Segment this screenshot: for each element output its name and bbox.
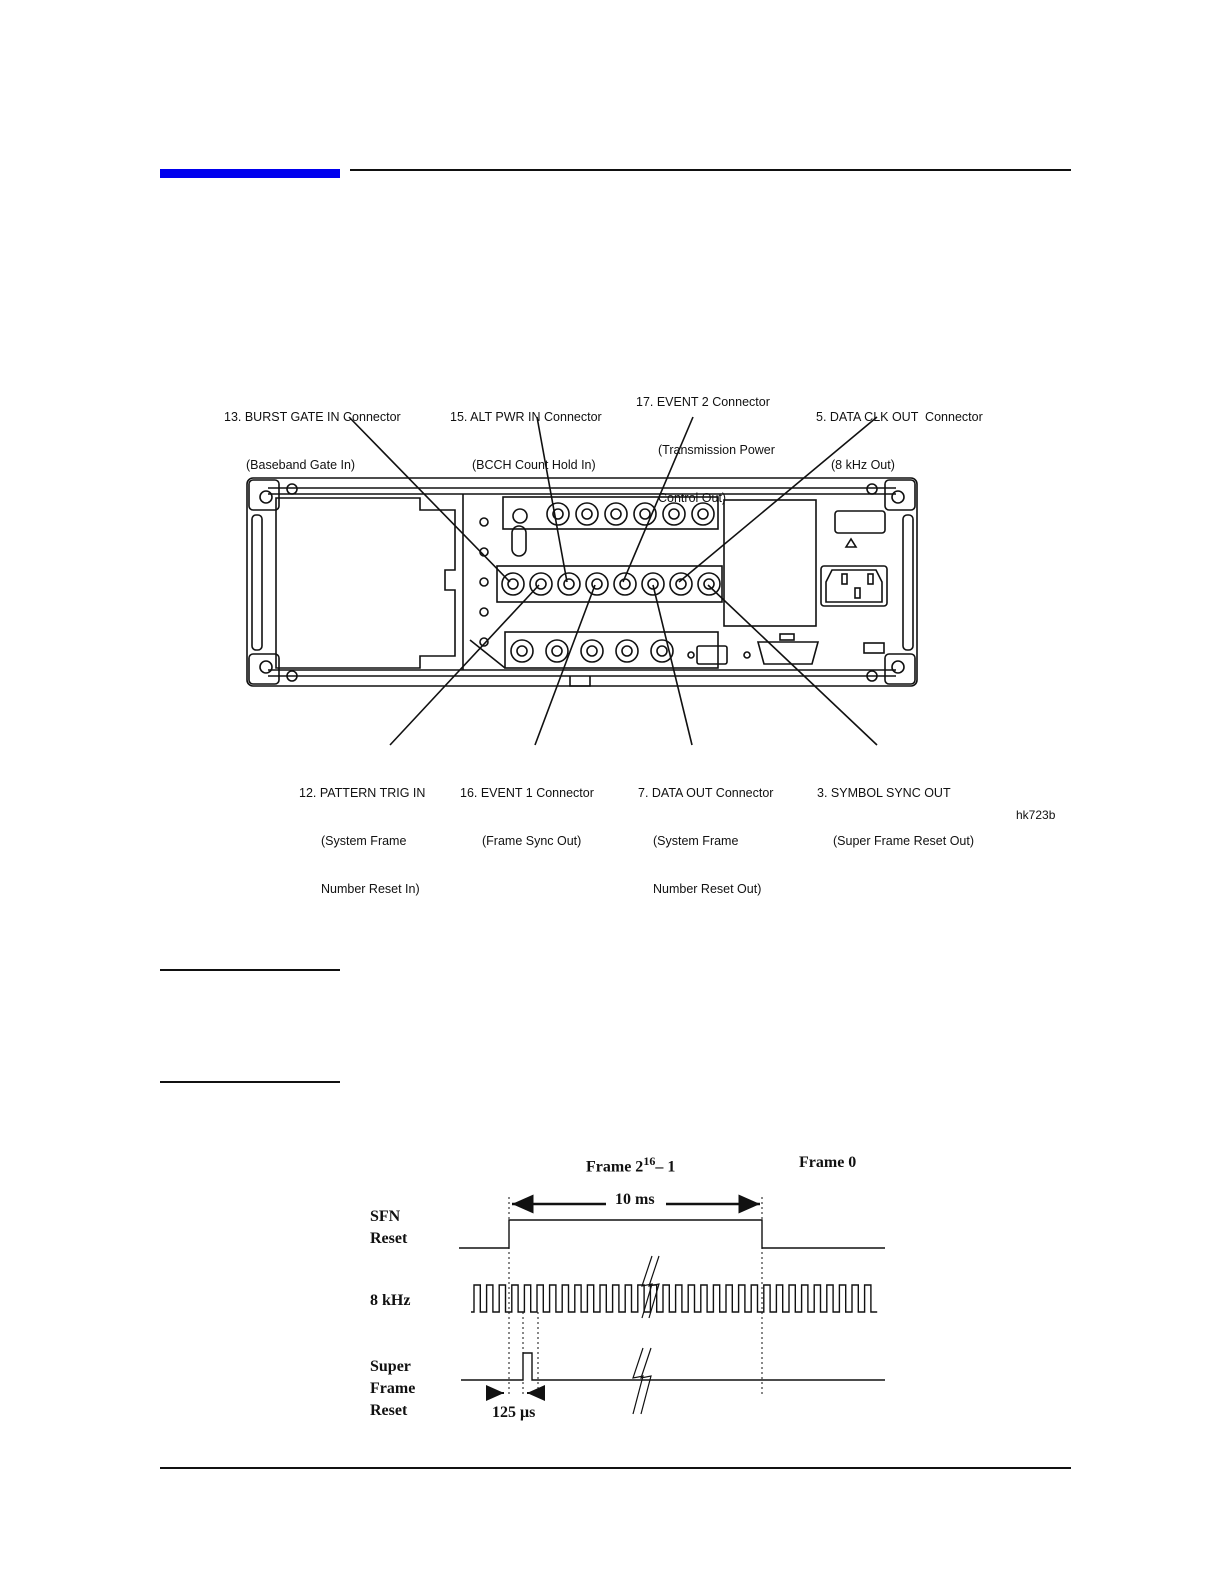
duration-label: 10 ms [615, 1191, 655, 1208]
callout-subtitle: Control Out) [658, 491, 727, 505]
callout-subtitle: (System Frame [653, 834, 739, 848]
sfr-label-line: Reset [370, 1402, 408, 1419]
callout-subtitle: Number Reset Out) [653, 882, 762, 896]
callout-subtitle: (System Frame [321, 834, 407, 848]
callout-title: 16. EVENT 1 Connector [460, 786, 594, 800]
callout-title: 17. EVENT 2 Connector [636, 395, 770, 409]
callout-title: 5. DATA CLK OUT Connector [816, 410, 983, 424]
clock-label: 8 kHz [370, 1292, 411, 1309]
callout-title: 15. ALT PWR IN Connector [450, 410, 602, 424]
frame-zero-label: Frame 0 [799, 1154, 857, 1171]
callout-title: 3. SYMBOL SYNC OUT [817, 786, 951, 800]
sfn-label-line: Reset [370, 1230, 408, 1247]
frame-last-exponent: 16 [643, 1154, 656, 1168]
callout-subtitle: (BCCH Count Hold In) [472, 458, 596, 472]
frame-last-suffix: – 1 [655, 1158, 676, 1176]
callout-subtitle: (8 kHz Out) [831, 458, 895, 472]
clock-waveform [471, 1285, 877, 1312]
callout-subtitle: (Baseband Gate In) [246, 458, 356, 472]
sfn-label-line: SFN [370, 1208, 401, 1225]
callout-subtitle: (Frame Sync Out) [482, 834, 582, 848]
callout-title: 7. DATA OUT Connector [638, 786, 774, 800]
callout-subtitle: Number Reset In) [321, 882, 420, 896]
callout-title: 12. PATTERN TRIG IN [299, 786, 426, 800]
sfn-waveform [459, 1220, 885, 1248]
figure-id: hk723b [1016, 808, 1056, 822]
footer-rule [160, 1467, 1071, 1469]
sfr-label-line: Frame [370, 1380, 416, 1397]
callout-subtitle: (Transmission Power [658, 443, 775, 457]
pulse-width-label: 125 μs [492, 1404, 536, 1421]
sfr-label-line: Super [370, 1358, 411, 1375]
callout-title: 13. BURST GATE IN Connector [224, 410, 401, 424]
frame-last-prefix: Frame 2 [586, 1158, 644, 1176]
callout-subtitle: (Super Frame Reset Out) [833, 834, 975, 848]
sfr-waveform [461, 1353, 885, 1380]
